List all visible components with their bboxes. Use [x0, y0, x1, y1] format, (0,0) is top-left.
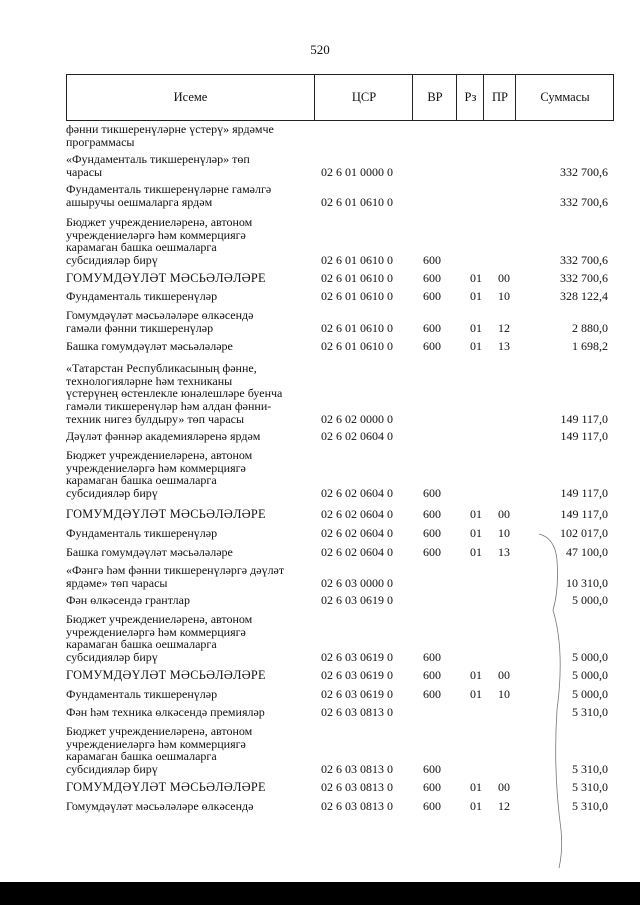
row-vr: 600 — [423, 338, 441, 353]
row-rz: 01 — [470, 270, 482, 285]
row-name — [66, 781, 306, 794]
row-name — [66, 688, 306, 701]
row-name — [66, 594, 306, 607]
table-row — [66, 564, 614, 589]
row-csr: 02 6 03 0619 0 — [321, 686, 393, 701]
row-csr: 02 6 03 0813 0 — [321, 762, 393, 777]
row-csr: 02 6 02 0604 0 — [321, 506, 393, 521]
table-row — [66, 449, 614, 500]
row-name-line: ярдәме» төп чарасы — [66, 575, 168, 590]
row-pr: 13 — [498, 544, 510, 559]
row-sum: 10 310,0 — [566, 575, 608, 590]
row-name — [66, 309, 306, 334]
row-csr: 02 6 01 0000 0 — [321, 164, 393, 179]
row-pr: 00 — [498, 779, 510, 794]
table-row — [66, 508, 614, 521]
row-name-line: Гомумдәүләт мәсьәләләре өлкәсендә — [66, 799, 254, 813]
row-vr: 600 — [423, 544, 441, 559]
row-name-line: Фән өлкәсендә грантлар — [66, 593, 190, 607]
table-row — [66, 613, 614, 664]
header-vr: ВР — [412, 75, 457, 120]
row-name-line: Фундаменталь тикшеренүләр — [66, 687, 218, 701]
row-pr: 13 — [498, 338, 510, 353]
row-name-line: Фундаменталь тикшеренүләрне гамәлгә — [66, 182, 272, 196]
table-row — [66, 183, 614, 208]
row-name-line: карамаган башка оешмаларга — [66, 749, 217, 764]
header-csr: ЦСР — [314, 75, 413, 120]
table-row — [66, 688, 614, 701]
header-pr: ПР — [483, 75, 516, 120]
row-vr: 600 — [423, 686, 441, 701]
row-csr: 02 6 03 0813 0 — [321, 779, 393, 794]
row-sum: 5 000,0 — [572, 667, 608, 682]
row-rz: 01 — [470, 338, 482, 353]
table-row — [66, 272, 614, 285]
row-vr: 600 — [423, 650, 441, 665]
row-name-line: субсидияләр бирү — [66, 486, 158, 501]
row-csr: 02 6 03 0000 0 — [321, 575, 393, 590]
row-vr: 600 — [423, 667, 441, 682]
row-sum: 332 700,6 — [560, 253, 608, 268]
row-name-line: учреждениеләргә һәм коммерциягә — [66, 227, 246, 242]
row-csr: 02 6 01 0610 0 — [321, 253, 393, 268]
row-name — [66, 449, 306, 500]
row-name-line: Фундаменталь тикшеренүләр — [66, 289, 218, 303]
row-rz: 01 — [470, 288, 482, 303]
row-vr: 600 — [423, 762, 441, 777]
scan-bottom-border — [0, 882, 640, 905]
page-number: 520 — [310, 42, 330, 57]
row-name-line: учреждениеләргә һәм коммерциягә — [66, 460, 246, 475]
row-name — [66, 706, 306, 719]
row-name-line: гамәли тикшеренүләр һәм алдан фәнни- — [66, 399, 272, 414]
row-name-line: Дәүләт фәннәр академияләренә ярдәм — [66, 429, 261, 443]
row-name-line: Бюджет учреждениеләренә, автоном — [66, 215, 253, 229]
row-sum: 149 117,0 — [560, 506, 608, 521]
row-name-line: Фән һәм техника өлкәсендә премияләр — [66, 705, 265, 719]
row-sum: 47 100,0 — [566, 544, 608, 559]
table-row — [66, 362, 614, 426]
row-rz: 01 — [470, 667, 482, 682]
row-name — [66, 272, 306, 285]
row-rz: 01 — [470, 798, 482, 813]
row-sum: 2 880,0 — [572, 320, 608, 335]
row-name-line: Башка гомумдәүләт мәсьәләләре — [66, 545, 233, 559]
row-name — [66, 725, 306, 776]
row-name-line: карамаган башка оешмаларга — [66, 637, 217, 652]
row-vr: 600 — [423, 798, 441, 813]
row-sum: 5 310,0 — [572, 704, 608, 719]
table-row — [66, 290, 614, 303]
row-name-line: техник нигез булдыру» төп чарасы — [66, 411, 245, 426]
pen-mark — [535, 530, 575, 870]
row-name-line: учреждениеләргә һәм коммерциягә — [66, 624, 246, 639]
row-name-line: ГОМУМДӘҮЛӘТ МӘСЬӘЛӘЛӘРЕ — [66, 507, 266, 521]
row-csr: 02 6 03 0619 0 — [321, 667, 393, 682]
row-name-line: Бюджет учреждениеләренә, автоном — [66, 448, 253, 462]
row-name-line: «Татарстан Республикасының фәнне, — [66, 361, 257, 375]
row-name — [66, 153, 306, 178]
row-csr: 02 6 03 0619 0 — [321, 592, 393, 607]
table-row — [66, 153, 614, 178]
row-name-line: үстерүнең өстенлекле юнәлешләре буенча — [66, 386, 283, 401]
row-sum: 5 310,0 — [572, 779, 608, 794]
row-csr: 02 6 01 0610 0 — [321, 194, 393, 209]
row-sum: 102 017,0 — [560, 525, 608, 540]
header-name: Исеме — [173, 90, 208, 104]
row-name-line: Гомумдәүләт мәсьәләләре өлкәсендә — [66, 308, 254, 322]
row-name-line: субсидияләр бирү — [66, 650, 158, 665]
row-name — [66, 613, 306, 664]
row-name-line: Башка гомумдәүләт мәсьәләләре — [66, 339, 233, 353]
row-sum: 5 310,0 — [572, 762, 608, 777]
row-rz: 01 — [470, 779, 482, 794]
row-name-line: учреждениеләргә һәм коммерциягә — [66, 736, 246, 751]
row-name-line: фәнни тикшеренүләрне үстерү» ярдәмче — [66, 122, 274, 136]
row-name — [66, 340, 306, 353]
row-csr: 02 6 02 0604 0 — [321, 544, 393, 559]
row-name — [66, 669, 306, 682]
row-vr: 600 — [423, 506, 441, 521]
row-sum: 332 700,6 — [560, 194, 608, 209]
row-name-line: программасы — [66, 134, 135, 149]
row-sum: 5 000,0 — [572, 686, 608, 701]
row-name-line: Бюджет учреждениеләренә, автоном — [66, 612, 253, 626]
row-pr: 10 — [498, 288, 510, 303]
row-rz: 01 — [470, 544, 482, 559]
row-pr: 10 — [498, 525, 510, 540]
row-rz: 01 — [470, 506, 482, 521]
row-csr: 02 6 01 0610 0 — [321, 338, 393, 353]
row-csr: 02 6 01 0610 0 — [321, 288, 393, 303]
row-pr: 00 — [498, 506, 510, 521]
row-csr: 02 6 01 0610 0 — [321, 270, 393, 285]
table-row — [66, 594, 614, 607]
table-row — [66, 309, 614, 334]
row-pr: 10 — [498, 686, 510, 701]
row-vr: 600 — [423, 288, 441, 303]
row-sum: 149 117,0 — [560, 486, 608, 501]
row-name — [66, 527, 306, 540]
row-vr: 600 — [423, 779, 441, 794]
table-header — [66, 74, 614, 121]
row-name — [66, 123, 306, 148]
table-row — [66, 546, 614, 559]
row-rz: 01 — [470, 320, 482, 335]
table-row — [66, 781, 614, 794]
row-pr: 12 — [498, 798, 510, 813]
row-sum: 332 700,6 — [560, 270, 608, 285]
header-sum: Суммасы — [515, 75, 614, 120]
row-vr: 600 — [423, 253, 441, 268]
table-row — [66, 216, 614, 267]
row-csr: 02 6 02 0604 0 — [321, 486, 393, 501]
row-csr: 02 6 01 0610 0 — [321, 320, 393, 335]
row-pr: 00 — [498, 270, 510, 285]
row-name — [66, 183, 306, 208]
row-name-line: Бюджет учреждениеләренә, автоном — [66, 724, 253, 738]
row-name-line: ГОМУМДӘҮЛӘТ МӘСЬӘЛӘЛӘРЕ — [66, 668, 266, 682]
table-row — [66, 800, 614, 813]
row-csr: 02 6 03 0813 0 — [321, 798, 393, 813]
row-name-line: Фундаменталь тикшеренүләр — [66, 526, 218, 540]
row-name — [66, 800, 306, 813]
row-name — [66, 216, 306, 267]
row-name — [66, 546, 306, 559]
row-csr: 02 6 03 0813 0 — [321, 704, 393, 719]
row-name-line: гамәли фәнни тикшеренүләр — [66, 320, 214, 335]
row-pr: 00 — [498, 667, 510, 682]
row-pr: 12 — [498, 320, 510, 335]
row-name-line: ашыручы оешмаларга ярдәм — [66, 194, 213, 209]
table-row — [66, 430, 614, 443]
row-sum: 328 122,4 — [560, 288, 608, 303]
row-name — [66, 430, 306, 443]
row-sum: 5 310,0 — [572, 798, 608, 813]
row-name-line: субсидияләр бирү — [66, 253, 158, 268]
row-vr: 600 — [423, 525, 441, 540]
row-name — [66, 564, 306, 589]
row-csr: 02 6 02 0604 0 — [321, 525, 393, 540]
table-row — [66, 527, 614, 540]
row-name-line: субсидияләр бирү — [66, 762, 158, 777]
header-rz: Рз — [456, 75, 484, 120]
row-sum: 149 117,0 — [560, 411, 608, 426]
row-name-line: ГОМУМДӘҮЛӘТ МӘСЬӘЛӘЛӘРЕ — [66, 271, 266, 285]
row-sum: 332 700,6 — [560, 164, 608, 179]
row-name-line: карамаган башка оешмаларга — [66, 240, 217, 255]
row-rz: 01 — [470, 525, 482, 540]
table-row — [66, 340, 614, 353]
row-name-line: ГОМУМДӘҮЛӘТ МӘСЬӘЛӘЛӘРЕ — [66, 780, 266, 794]
row-name-line: технологияләрне һәм техниканы — [66, 373, 233, 388]
row-rz: 01 — [470, 686, 482, 701]
row-vr: 600 — [423, 270, 441, 285]
table-row — [66, 706, 614, 719]
row-vr: 600 — [423, 486, 441, 501]
row-sum: 1 698,2 — [572, 338, 608, 353]
row-sum: 5 000,0 — [572, 650, 608, 665]
table-row — [66, 669, 614, 682]
row-vr: 600 — [423, 320, 441, 335]
row-csr: 02 6 02 0000 0 — [321, 411, 393, 426]
row-name-line: «Фәнгә һәм фәнни тикшеренүләргә дәүләт — [66, 563, 285, 577]
row-name-line: чарасы — [66, 164, 103, 179]
row-sum: 149 117,0 — [560, 428, 608, 443]
row-name — [66, 362, 306, 426]
row-name-line: карамаган башка оешмаларга — [66, 473, 217, 488]
table-row — [66, 725, 614, 776]
row-name — [66, 290, 306, 303]
row-name-line: «Фундаменталь тикшеренүләр» төп — [66, 152, 250, 166]
table-row — [66, 123, 614, 148]
row-csr: 02 6 02 0604 0 — [321, 428, 393, 443]
row-csr: 02 6 03 0619 0 — [321, 650, 393, 665]
row-sum: 5 000,0 — [572, 592, 608, 607]
row-name — [66, 508, 306, 521]
